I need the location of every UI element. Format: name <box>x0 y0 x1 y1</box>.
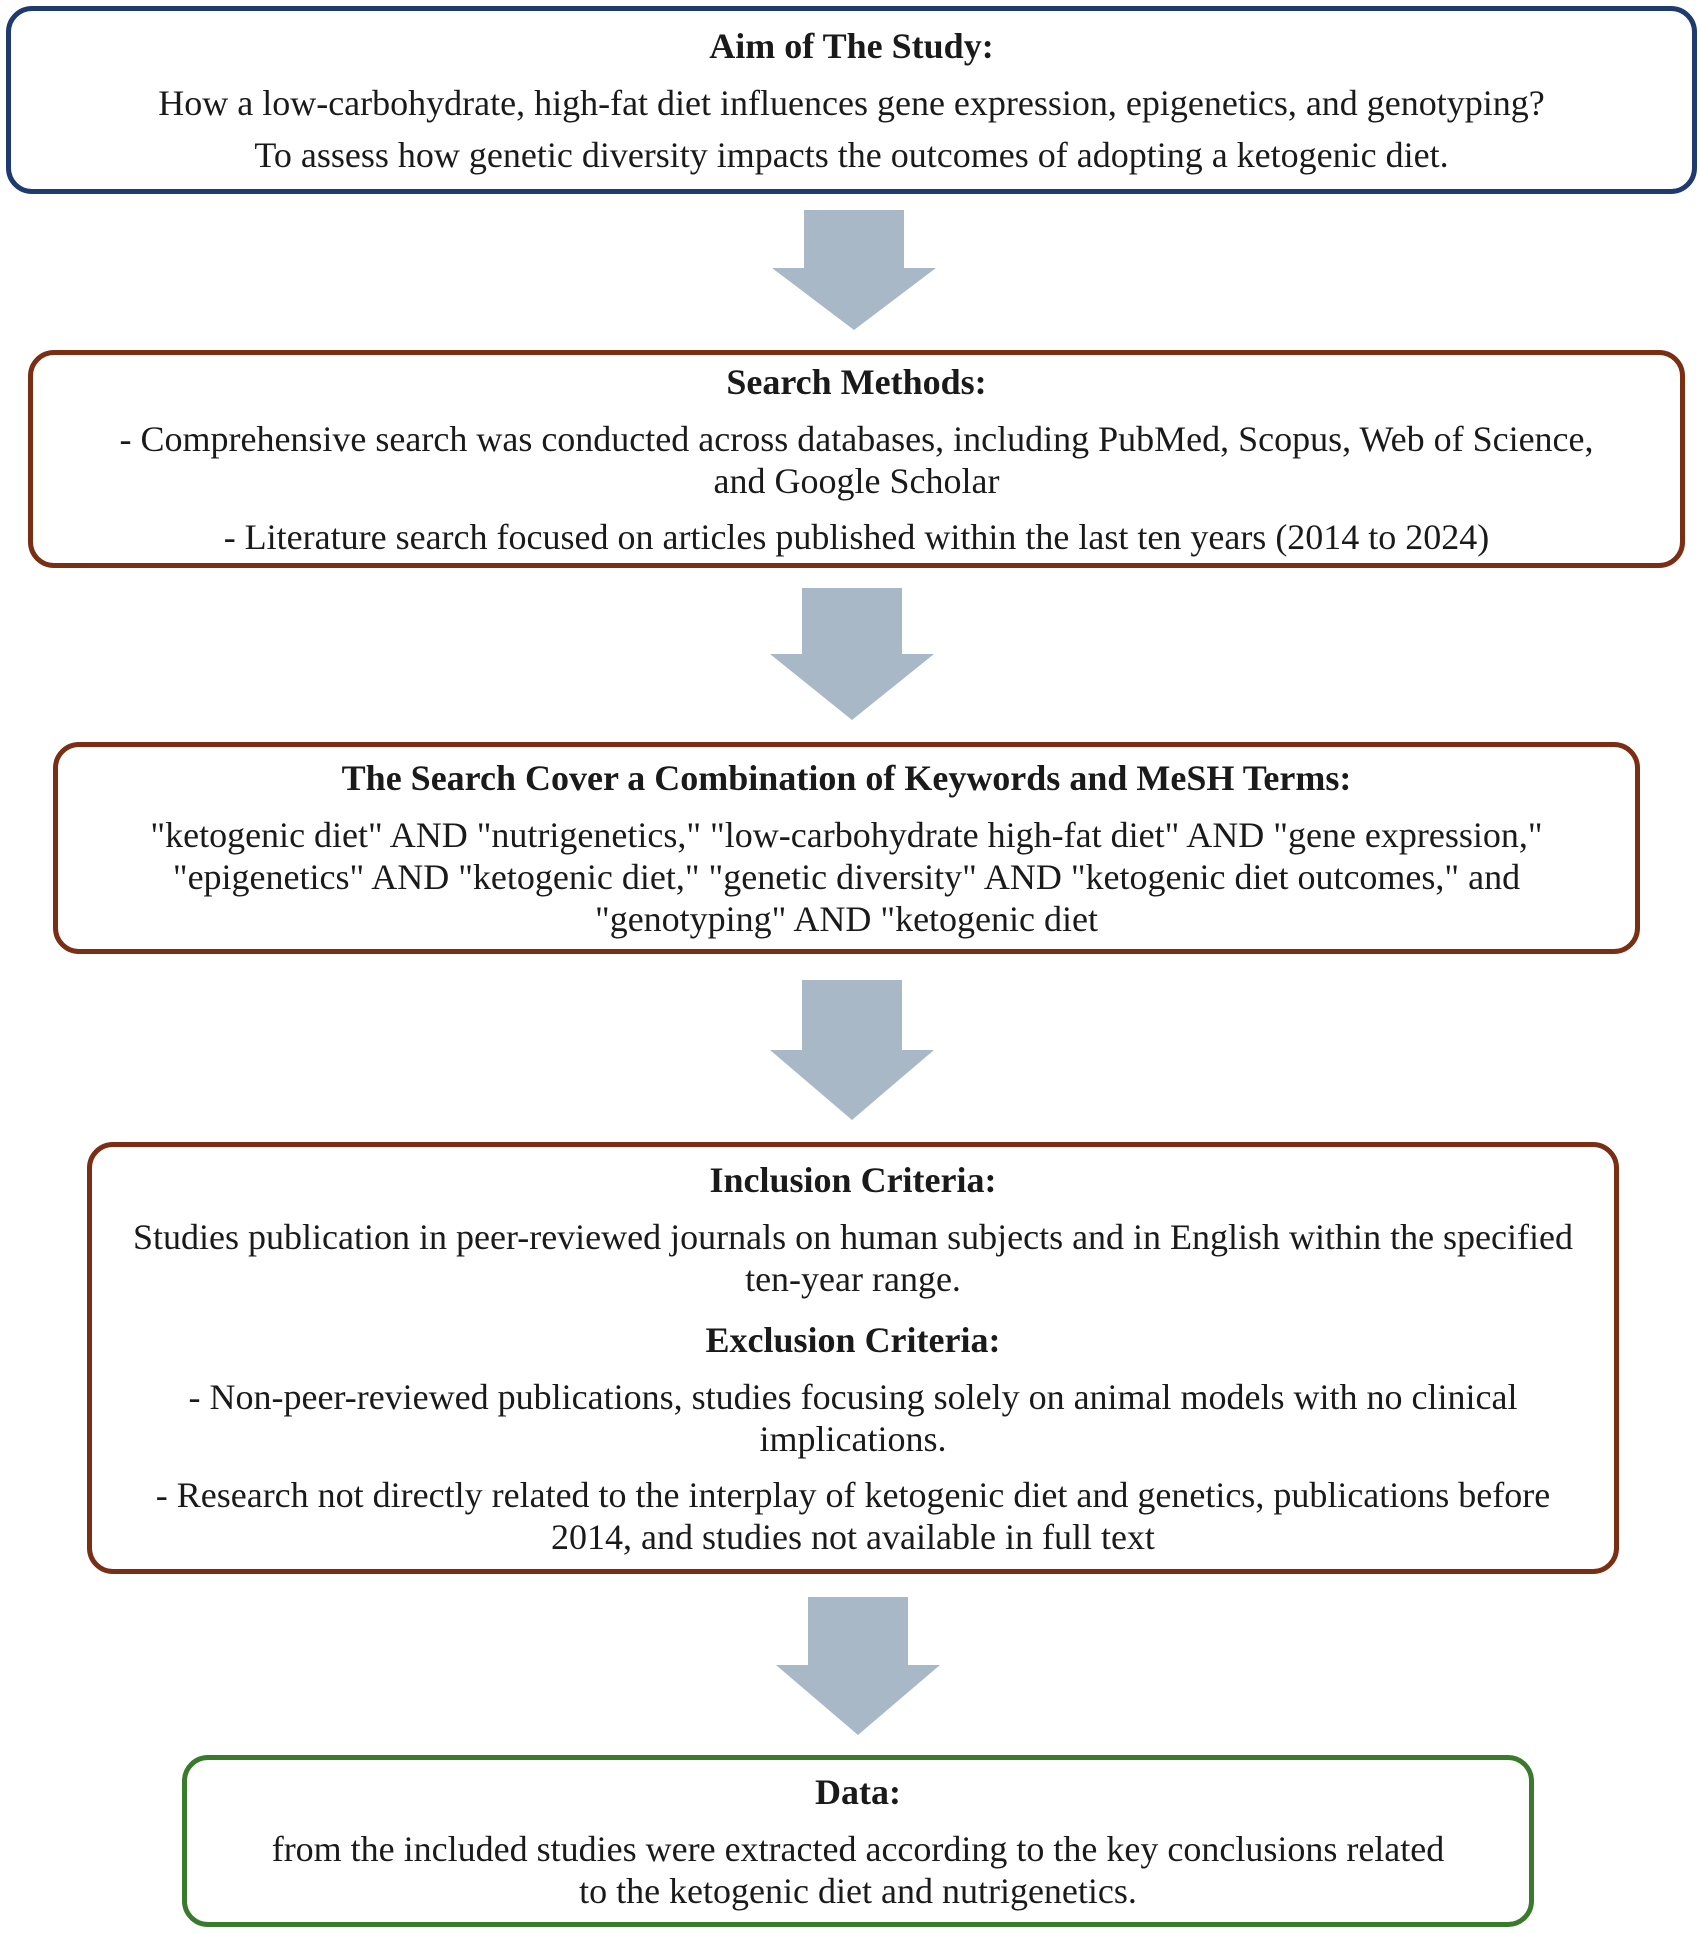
exclusion-item-peer-review: - Non-peer-reviewed publications, studies focusing solely on animal models with no clinical implications. <box>188 1377 1518 1459</box>
aim-goal: To assess how genetic diversity impacts the outcomes of adopting a ketogenic diet. <box>254 135 1449 175</box>
search-methods-title: Search Methods: <box>726 362 987 402</box>
data-title: Data: <box>815 1772 901 1812</box>
data-box <box>182 1755 1534 1927</box>
search-methods-item-databases: - Comprehensive search was conducted across databases, including PubMed, Scopus, Web of Science, and Google Scholar <box>119 419 1594 501</box>
aim-box <box>6 6 1697 194</box>
flow-arrow-3 <box>770 980 934 1100</box>
search-methods-item-timeframe: - Literature search focused on articles published within the last ten years (2014 to 2024) <box>223 517 1490 557</box>
exclusion-item-scope: - Research not directly related to the interplay of ketogenic diet and genetics, publications before 2014, and studies not available in full text <box>155 1475 1551 1557</box>
flow-arrow-1 <box>772 210 936 330</box>
flow-arrow-4 <box>776 1597 940 1717</box>
keywords-box <box>53 742 1640 954</box>
data-text: from the included studies were extracted according to the key conclusions related to the ketogenic diet and nutrigenetics. <box>271 1829 1445 1911</box>
search-methods-box <box>28 350 1685 568</box>
aim-question: How a low-carbohydrate, high-fat diet influences gene expression, epigenetics, and genotyping? <box>158 83 1545 123</box>
flow-arrow-2 <box>770 588 934 708</box>
keywords-title: The Search Cover a Combination of Keywords and MeSH Terms: <box>341 758 1352 798</box>
exclusion-title: Exclusion Criteria: <box>705 1320 1001 1360</box>
aim-title: Aim of The Study: <box>709 26 994 66</box>
inclusion-title: Inclusion Criteria: <box>709 1160 997 1200</box>
criteria-box <box>87 1142 1619 1574</box>
keywords-text: "ketogenic diet" AND "nutrigenetics," "low-carbohydrate high-fat diet" AND "gene expression," "epigenetics" AND "ketogenic diet," "genetic diversity" AND "ketogenic diet outcomes," and "genotyping" AND "ketogenic diet <box>150 815 1543 939</box>
inclusion-text: Studies publication in peer-reviewed journals on human subjects and in English within the specified ten-year range. <box>133 1217 1573 1299</box>
